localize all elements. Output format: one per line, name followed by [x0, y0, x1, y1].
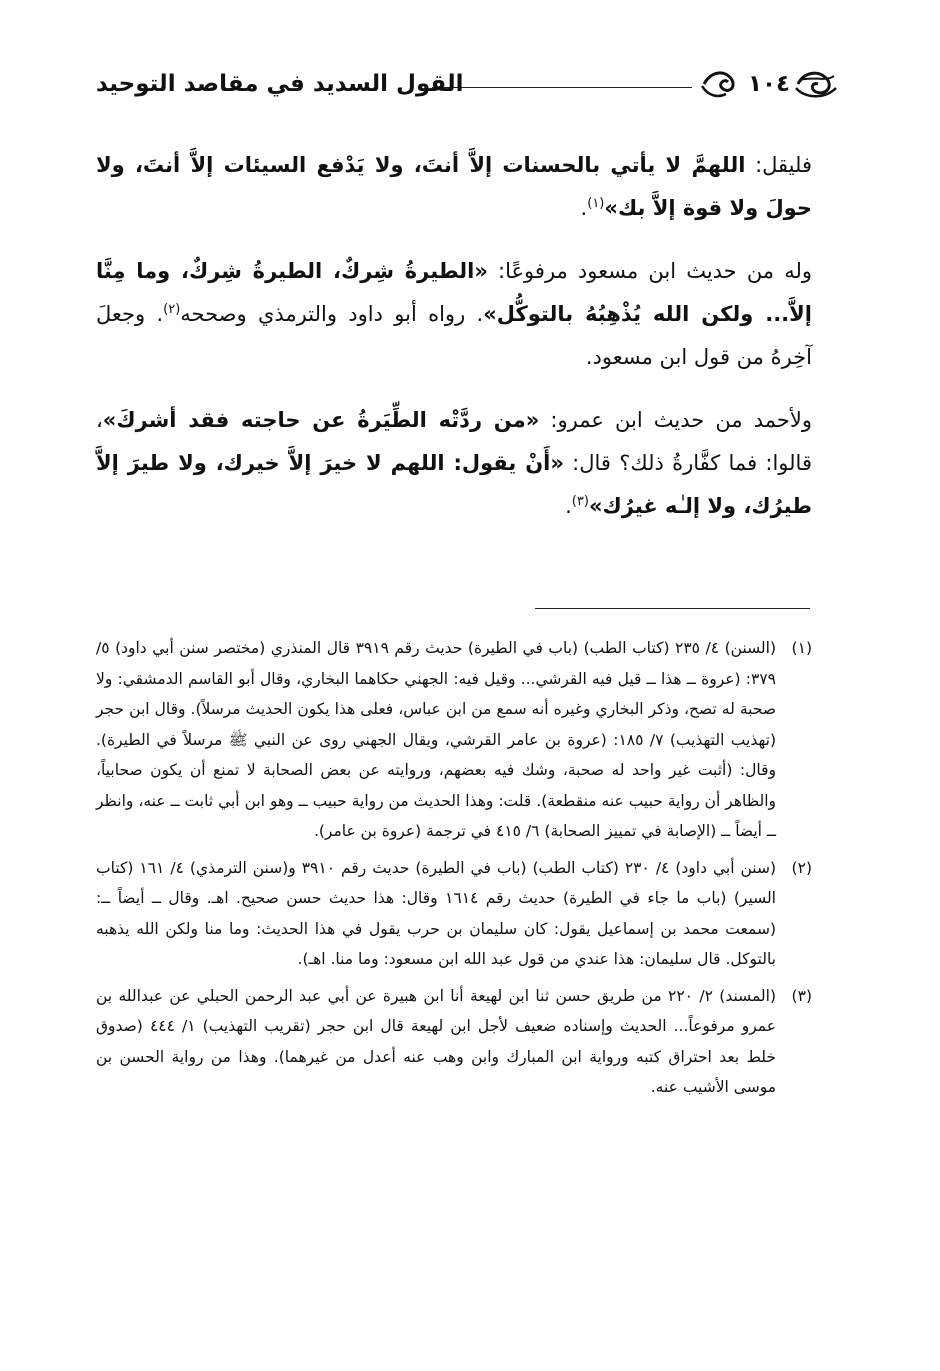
paragraph-1	[96, 144, 812, 230]
footnote-ref-2[interactable]: (٢)	[163, 302, 181, 317]
ornament-icon	[700, 62, 840, 106]
footnote-text-3: (المسند) ٢/ ٢٢٠ من طريق حسن ثنا ابن لهيعة أنا ابن هبيرة عن أبي عبد الرحمن الحبلي عن عبدالله بن عمرو مرفوعاً... الحديث وإسناده ضعيف لأجل ابن لهيعة قال ابن حجر (تقريب التهذيب) ١/ ٤٤٤ (صدوق خلط بعد احتراق كتبه ورواية ابن المبارك وابن وهب عنه أعدل من غيرهما). وهذا من رواية الحسن بن موسى الأشيب عنه.	[96, 986, 777, 1096]
p3-quote-2: «أَنْ يقول: اللهم لا خيرَ إلاَّ خيرك، ولا طيرَ إلاَّ طيرُك، ولا إلـٰه غيرُك»	[96, 451, 812, 518]
footnote-number-3: (٣)	[791, 986, 812, 1005]
p1-quote: اللهمَّ لا يأتي بالحسنات إلاَّ أنتَ، ولا يَدْفع السيئات إلاَّ أنتَ، ولا حولَ ولا قوة إلاَّ بك»	[96, 153, 812, 220]
footnotes	[96, 633, 812, 1109]
footnote-number-2: (٢)	[791, 858, 812, 877]
paragraph-2	[96, 250, 812, 379]
page-number: ١٠٤	[747, 71, 791, 97]
p3-tail: .	[565, 494, 572, 518]
running-title: القول السديد في مقاصد التوحيد	[96, 71, 464, 97]
paragraph-3	[96, 399, 812, 528]
p3-mid: ، قالوا: فما كفَّارةُ ذلك؟ قال:	[96, 408, 812, 475]
p3-lead: ولأحمد من حديث ابن عمرو:	[539, 408, 812, 432]
footnote-text-2: (سنن أبي داود) ٤/ ٢٣٠ (كتاب الطب) (باب في الطيرة) حديث رقم ٣٩١٠ و(سنن الترمذي) ٤/ ١٦١ (كتاب السير) (باب ما جاء في الطيرة) حديث رقم ١٦١٤ وقال: هذا حديث حسن صحيح. اهـ. وقال ــ أيضاً ــ: (سمعت محمد بن إسماعيل يقول: كان سليمان بن حرب يقول في هذا الحديث: وما منا ولكن الله يذهبه بالتوكل. قال سليمان: هذا عندي من قول عبد الله ابن مسعود: وما منا. اهـ).	[96, 858, 776, 968]
footnote-separator	[535, 608, 810, 609]
p1-lead: فليقل:	[745, 153, 813, 177]
p2-mid: . رواه أبو داود والترمذي وصححه	[180, 302, 484, 326]
p1-tail: .	[580, 196, 588, 220]
header-rule	[432, 87, 692, 88]
footnote-3	[96, 981, 812, 1103]
footnote-2	[96, 853, 812, 975]
footnote-text-1: (السنن) ٤/ ٢٣٥ (كتاب الطب) (باب في الطيرة) حديث رقم ٣٩١٩ قال المنذري (مختصر سنن أبي داود) ٥/ ٣٧٩: (عروة ــ هذا ــ قيل فيه القرشي... وقيل فيه: الجهني حكاهما البخاري، وقال أبو القاسم الدمشقي: ولا صحبة له تصح، وذكر البخاري وغيره أنه سمع من ابن عباس، فعلى هذا يكون الحديث مرسلاً). وقال ابن حجر (تهذيب التهذيب) ٧/ ١٨٥: (عروة بن عامر القرشي، ويقال الجهني روى عن النبي ﷺ مرسلاً في الطيرة). وقال: (أثبت غير واحد له صحبة، وشك فيه بعضهم، وروايته عن بعض الصحابة لا تمنع أن يكون صحابياً، والظاهر أن رواية حبيب عنه منقطعة). قلت: وهذا الحديث من رواية حبيب ــ وهو ابن أبي ثابت ــ عنه، وانظر ــ أيضاً ــ (الإصابة في تمييز الصحابة) ٦/ ٤١٥ في ترجمة (عروة بن عامر).	[96, 639, 776, 840]
running-header	[96, 62, 840, 106]
p2-lead: وله من حديث ابن مسعود مرفوعًا:	[487, 259, 812, 283]
footnote-ref-1[interactable]: (١)	[587, 196, 605, 211]
p2-quote: «الطيرةُ شِركٌ، الطيرةُ شِركٌ، وما مِنَّا إلاَّ... ولكن الله يُذْهِبُهُ بالتوكُّل»	[96, 259, 812, 326]
footnote-1	[96, 633, 812, 847]
p3-quote-1: «من ردَّتْه الطِّيَرةُ عن حاجته فقد أشركَ»	[102, 408, 540, 432]
footnote-number-1: (١)	[791, 639, 812, 657]
p2-tail: . وجعلَ آخِرهُ من قول ابن مسعود.	[96, 302, 812, 369]
footnote-ref-3[interactable]: (٣)	[571, 494, 589, 509]
main-text	[96, 144, 812, 548]
